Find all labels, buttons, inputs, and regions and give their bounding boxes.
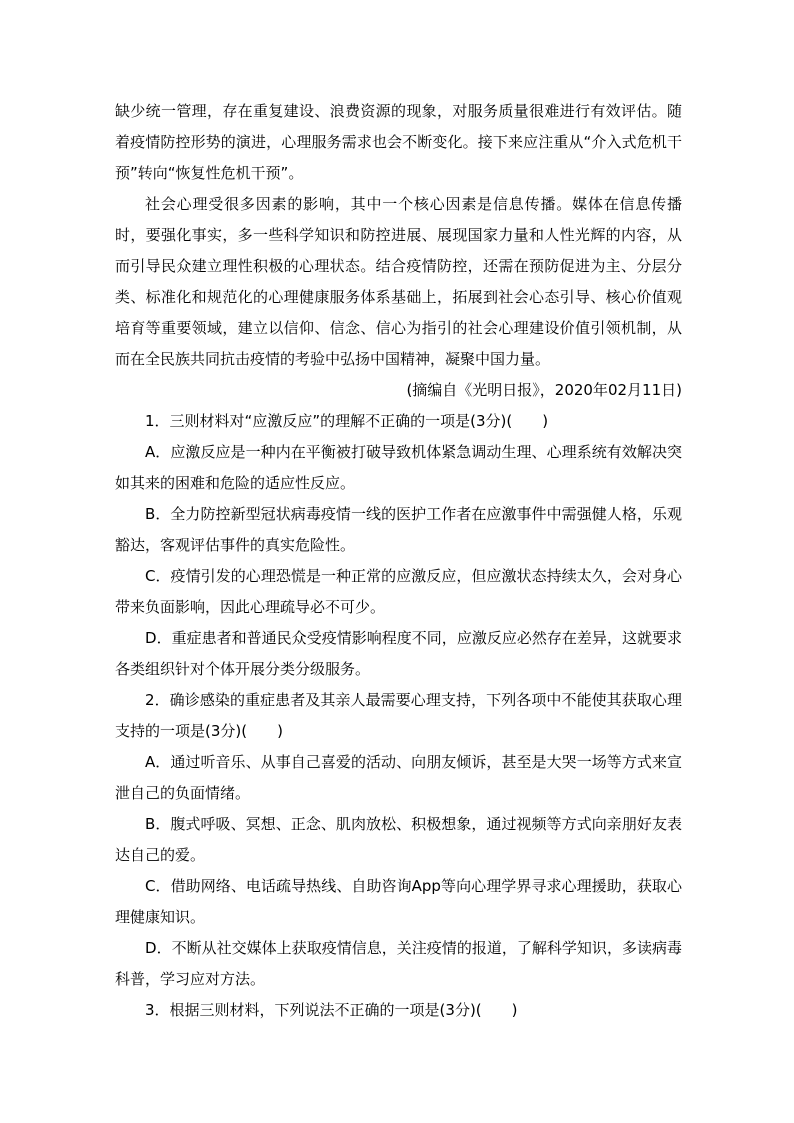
question-2-stem: 2．确诊感染的重症患者及其亲人最需要心理支持，下列各项中不能使其获取心理支持的一项是(3分)( ) (115, 691, 682, 740)
question-2-option-a: A．通过听音乐、从事自己喜爱的活动、向朋友倾诉，甚至是大哭一场等方式来宣泄自己的负面情绪。 (115, 753, 682, 802)
material-source: (摘编自《光明日报》，2020年02月11日) (406, 381, 682, 399)
question-3-stem: 3．根据三则材料，下列说法不正确的一项是(3分)( ) (145, 1001, 518, 1019)
material-paragraph-2: 社会心理受很多因素的影响，其中一个核心因素是信息传播。媒体在信息传播时，要强化事实，多一些科学知识和防控进展、展现国家力量和人性光辉的内容，从而引导民众建立理性积极的心理状态。结合疫情防控，还需在预防促进为主、分层分类、标准化和规范化的心理健康服务体系基础上，拓展到社会心态引导、核心价值观培育等重要领域，建立以信仰、信念、信心为指引的社会心理建设价值引领机制，从而在全民族共同抗击疫情的考验中弘扬中国精神，凝聚中国力量。 (115, 195, 682, 368)
question-2-option-c: C．借助网络、电话疏导热线、自助咨询App等向心理学界寻求心理援助，获取心理健康知识。 (115, 877, 682, 926)
question-1-option-d: D．重症患者和普通民众受疫情影响程度不同，应激反应必然存在差异，这就要求各类组织针对个体开展分类分级服务。 (115, 629, 682, 678)
question-1-option-b: B．全力防控新型冠状病毒疫情一线的医护工作者在应激事件中需强健人格，乐观豁达，客观评估事件的真实危险性。 (115, 505, 682, 554)
question-2-option-d: D．不断从社交媒体上获取疫情信息，关注疫情的报道，了解科学知识，多读病毒科普，学习应对方法。 (115, 939, 682, 988)
question-1-option-a: A．应激反应是一种内在平衡被打破导致机体紧急调动生理、心理系统有效解决突如其来的困难和危险的适应性反应。 (115, 443, 682, 492)
material-paragraph-1: 缺少统一管理，存在重复建设、浪费资源的现象，对服务质量很难进行有效评估。随着疫情防控形势的演进，心理服务需求也会不断变化。接下来应注重从“介入式危机干预”转向“恢复性危机干预”。 (115, 102, 682, 182)
question-1-stem: 1．三则材料对“应激反应”的理解不正确的一项是(3分)( ) (145, 412, 549, 430)
question-1-option-c: C．疫情引发的心理恐慌是一种正常的应激反应，但应激状态持续太久，会对身心带来负面影响，因此心理疏导必不可少。 (115, 567, 682, 616)
question-2-option-b: B．腹式呼吸、冥想、正念、肌肉放松、积极想象，通过视频等方式向亲朋好友表达自己的爱。 (115, 815, 682, 864)
